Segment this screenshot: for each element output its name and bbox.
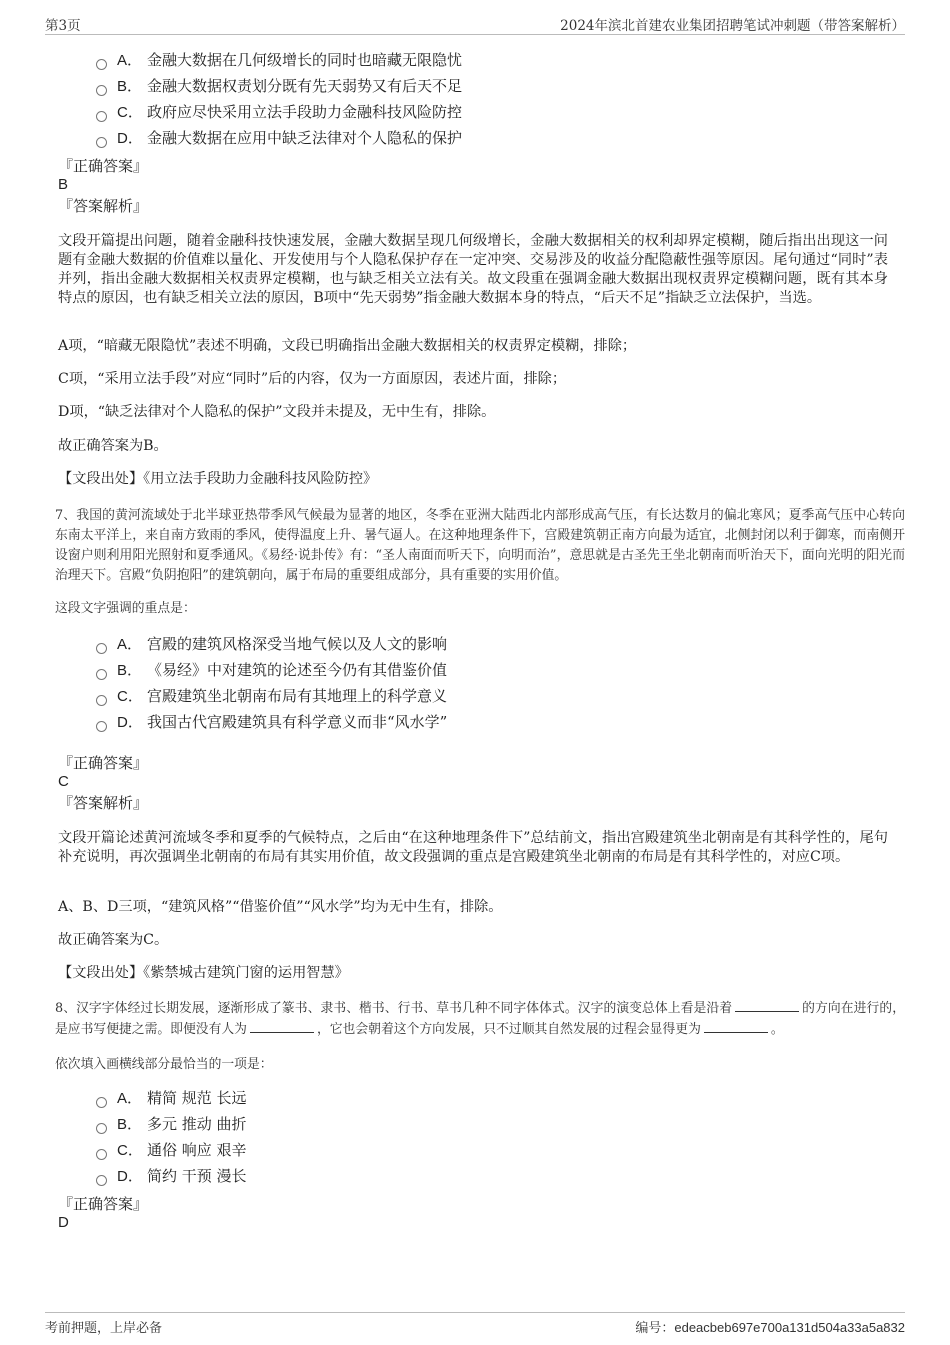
q7-question: 7、我国的黄河流域处于北半球亚热带季风气候最为显著的地区，冬季在亚洲大陆西北内部形成高气压，有长达数月的偏北寒风；夏季高气压中心转向东南太平洋上，来自南方致雨的季风，使得温度上升、暑气逼人。在这种地理条件下，宫殿建筑朝正南方向最为适宜，北侧封闭以利于御寒，而南侧开设窗户则利用阳光照射和夏季通风。《易经·说卦传》有：“圣人南面而听天下，向明而治”，意思就是古圣先王坐北朝南而听治天下，面向光明的阳光而治理天下。宫殿“负阴抱阳”的建筑朝向，属于布局的重要组成部分，具有重要的实用价值。 [55,508,905,583]
radio-icon[interactable] [96,1149,107,1160]
q6-option-a[interactable]: A． 金融大数据在几何级增长的同时也暗藏无限隐忧 [96,49,462,71]
q8-prompt: 依次填入画横线部分最恰当的一项是： [55,1057,273,1072]
q6-option-c[interactable]: C． 政府应尽快采用立法手段助力金融科技风险防控 [96,101,462,123]
radio-icon[interactable] [96,1175,107,1186]
q7-analysis-label: 『答案解析』 [58,794,149,812]
q6-option-b[interactable]: B． 金融大数据权责划分既有先天弱势又有后天不足 [96,75,462,97]
q8-option-b[interactable]: B． 多元 推动 曲折 [96,1113,247,1135]
radio-icon[interactable] [96,137,107,148]
radio-icon[interactable] [96,721,107,732]
q7-option-c[interactable]: C． 宫殿建筑坐北朝南布局有其地理上的科学意义 [96,685,447,707]
radio-icon[interactable] [96,695,107,706]
q6-note-c: C项，“采用立法手段”对应“同时”后的内容，仅为一方面原因，表述片面，排除； [58,371,567,387]
radio-icon[interactable] [96,85,107,96]
q6-analysis: 文段开篇提出问题，随着金融科技快速发展，金融大数据呈现几何级增长，金融大数据相关的权利却界定模糊，随后指出出现这一问题有金融大数据的价值难以量化、开发使用与个人隐私保护存在一定冲突、交易涉及的收益分配隐蔽性强等原因。尾句通过“同时”表并列，指出金融大数据相关权责界定模糊，也与缺乏相关立法有关。故文段重在强调金融大数据出现权责界定模糊问题，既有其本身特点的原因，也有缺乏相关立法的原因，B项中“先天弱势”指金融大数据本身的特点，“后天不足”指缺乏立法保护，当选。 [58,233,888,306]
q6-source: 【文段出处】《用立法手段助力金融科技风险防控》 [58,471,378,487]
footer-slogan: 考前押题，上岸必备 [45,1321,163,1336]
radio-icon[interactable] [96,1123,107,1134]
q8-option-d[interactable]: D． 简约 干预 漫长 [96,1165,247,1187]
page-number: 第3页 [45,18,81,34]
q6-analysis-label: 『答案解析』 [58,197,149,215]
q8-option-a[interactable]: A． 精简 规范 长远 [96,1087,247,1109]
fill-blank [704,1019,768,1033]
fill-blank [250,1019,314,1033]
radio-icon[interactable] [96,1097,107,1108]
radio-icon[interactable] [96,643,107,654]
radio-icon[interactable] [96,669,107,680]
q7-analysis: 文段开篇论述黄河流域冬季和夏季的气候特点，之后由“在这种地理条件下”总结前文，指出宫殿建筑坐北朝南是有其科学性的，尾句补充说明，再次强调坐北朝南的布局有其实用价值，故文段强调的重点是宫殿建筑坐北朝南的布局是有其科学性的，对应C项。 [58,830,888,865]
q8-answer: D [58,1214,69,1231]
q8-option-c[interactable]: C． 通俗 响应 艰辛 [96,1139,247,1161]
q7-option-b[interactable]: B． 《易经》中对建筑的论述至今仍有其借鉴价值 [96,659,447,681]
q8-question: 8、汉字字体经过长期发展，逐渐形成了篆书、隶书、楷书、行书、草书几种不同字体体式。汉字的演变总体上看是沿着 的方向在进行的，是应书写便捷之需。即便没有人为 ，它也会朝着这个方向发展，只不过顺其自然发展的过程会显得更为 。 [55,998,905,1040]
document-title: 2024年滨北首建农业集团招聘笔试冲刺题（带答案解析） [560,18,905,34]
page-header [45,12,905,35]
q7-option-d[interactable]: D． 我国古代宫殿建筑具有科学意义而非“风水学” [96,711,447,733]
q7-answer: C [58,773,69,790]
q6-option-d[interactable]: D． 金融大数据在应用中缺乏法律对个人隐私的保护 [96,127,462,149]
q6-answer: B [58,176,69,193]
q8-answer-label: 『正确答案』 [58,1195,149,1213]
q6-answer-label: 『正确答案』 [58,157,149,175]
q7-source: 【文段出处】《紫禁城古建筑门窗的运用智慧》 [58,965,349,981]
q6-note-a: A项，“暗藏无限隐忧”表述不明确，文段已明确指出金融大数据相关的权责界定模糊，排除； [58,338,637,354]
q7-note-abd: A、B、D三项，“建筑风格”“借鉴价值”“风水学”均为无中生有，排除。 [58,899,503,915]
page-footer [45,1312,905,1335]
q6-conclusion: 故正确答案为B。 [58,438,168,454]
q7-prompt: 这段文字强调的重点是： [55,601,196,616]
q7-option-a[interactable]: A． 宫殿的建筑风格深受当地气候以及人文的影响 [96,633,447,655]
q7-answer-label: 『正确答案』 [58,754,149,772]
radio-icon[interactable] [96,59,107,70]
fill-blank [735,998,799,1012]
document-code: 编号：edeacbeb697e700a131d504a33a5a832 [635,1320,905,1335]
radio-icon[interactable] [96,111,107,122]
q6-note-d: D项，“缺乏法律对个人隐私的保护”文段并未提及，无中生有，排除。 [58,404,496,420]
q7-conclusion: 故正确答案为C。 [58,932,169,948]
